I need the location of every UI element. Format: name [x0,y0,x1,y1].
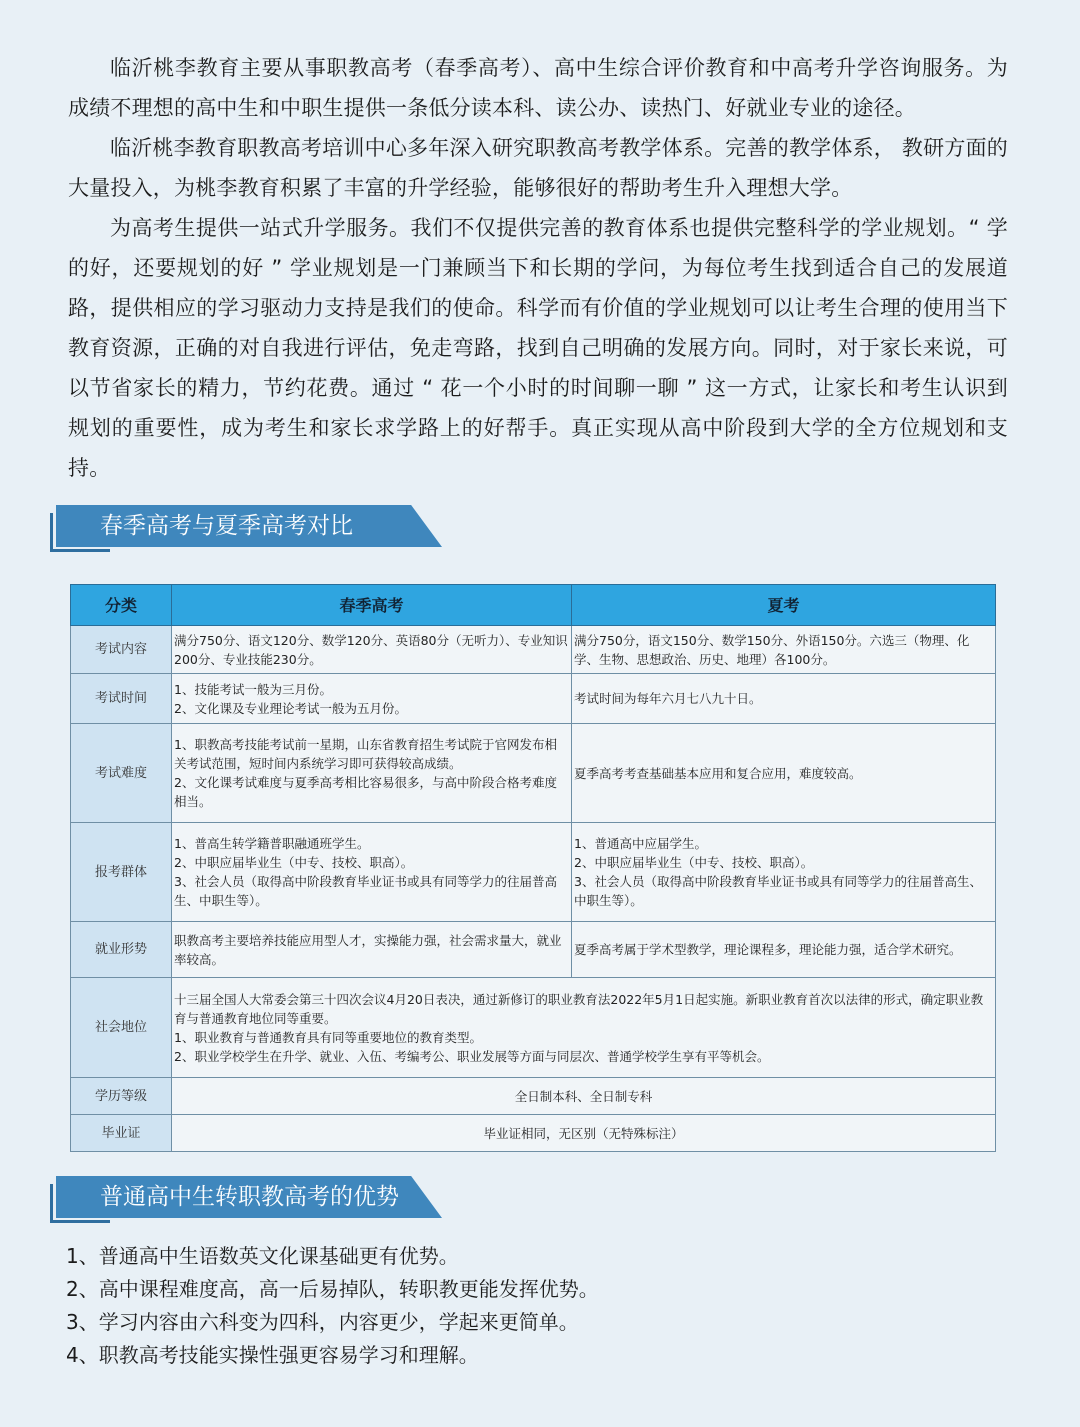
spring-cell: 职教高考主要培养技能应用型人才，实操能力强，社会需求量大，就业率较高。 [172,922,572,978]
cell-line: 2、职业学校学生在升学、就业、入伍、考编考公、职业发展等方面与同层次、普通学校学生享有平等机会。 [174,1048,770,1064]
summer-cell: 夏季高考考查基础基本应用和复合应用，难度较高。 [572,724,996,823]
table-row [71,823,996,922]
banner-accent-underline [50,1220,110,1223]
intro-paragraph-1: 临沂桃李教育主要从事职教高考（春季高考）、高中生综合评价教育和中高考升学咨询服务。为成绩不理想的高中生和中职生提供一条低分读本科、读公办、读热门、好就业专业的途径。 [68,56,1008,120]
cell-line: 1、职业教育与普通教育具有同等重要地位的教育类型。 [174,1029,482,1045]
spring-cell: 满分750分、语文120分、数学120分、英语80分（无听力）、专业知识200分、专业技能230分。 [172,626,572,674]
summer-cell [572,823,996,922]
spring-cell [172,823,572,922]
intro-text [68,48,1008,488]
summer-cell: 考试时间为每年六月七八九十日。 [572,674,996,724]
comparison-table [70,584,996,1152]
banner-accent-underline [50,549,110,552]
row-category: 学历等级 [71,1078,172,1115]
row-category: 就业形势 [71,922,172,978]
cell-line: 1、职教高考技能考试前一星期，山东省教育招生考试院于官网发布相关考试范围，短时间内系统学习即可获得较高成绩。 [174,737,557,771]
summer-cell: 满分750分，语文150分、数学150分、外语150分。六选三（物理、化学、生物、思想政治、历史、地理）各100分。 [572,626,996,674]
cell-line: 1、普通高中应届学生。 [574,836,707,851]
section-banner-comparison [50,505,442,551]
table-row [71,978,996,1078]
intro-paragraph-2: 临沂桃李教育职教高考培训中心多年深入研究职教高考教学体系。完善的教学体系， 教研方面的大量投入，为桃李教育积累了丰富的升学经验，能够很好的帮助考生升入理想大学。 [68,136,1008,200]
degree-cell: 全日制本科、全日制专科 [172,1078,996,1115]
row-category: 毕业证 [71,1115,172,1152]
table-row [71,1078,996,1115]
banner-accent-line [50,1184,53,1222]
row-category: 报考群体 [71,823,172,922]
section-title-advantages: 普通高中生转职教高考的优势 [100,1184,399,1210]
list-item: 3、学习内容由六科变为四科，内容更少，学起来更简单。 [66,1310,579,1334]
spring-cell [172,724,572,823]
row-category: 考试时间 [71,674,172,724]
table-row [71,674,996,724]
list-item: 1、普通高中生语数英文化课基础更有优势。 [66,1244,459,1268]
table-row [71,724,996,823]
table-row [71,626,996,674]
header-summer-exam: 夏考 [572,585,996,626]
cell-line: 2、文化课考试难度与夏季高考相比容易很多，与高中阶段合格考难度相当。 [174,775,557,809]
cell-line: 1、普高生转学籍普职融通班学生。 [174,836,370,851]
list-item: 2、高中课程难度高，高一后易掉队，转职教更能发挥优势。 [66,1277,599,1301]
list-item: 4、职教高考技能实操性强更容易学习和理解。 [66,1343,479,1367]
cell-line: 2、中职应届毕业生（中专、技校、职高）。 [174,855,414,870]
cell-line: 2、文化课及专业理论考试一般为五月份。 [174,700,407,716]
table-row [71,922,996,978]
social-status-cell [172,978,996,1078]
table-header-row [71,585,996,626]
certificate-cell: 毕业证相同，无区别（无特殊标注） [172,1115,996,1152]
header-spring-exam: 春季高考 [172,585,572,626]
header-category: 分类 [71,585,172,626]
banner-accent-line [50,513,53,551]
spring-cell [172,674,572,724]
row-category: 考试难度 [71,724,172,823]
summer-cell: 夏季高考属于学术型教学，理论课程多，理论能力强，适合学术研究。 [572,922,996,978]
cell-line: 3、社会人员（取得高中阶段教育毕业证书或具有同等学力的往届普高生、中职生等）。 [574,874,982,908]
row-category: 考试内容 [71,626,172,674]
cell-line: 十三届全国人大常委会第三十四次会议4月20日表决，通过新修订的职业教育法2022年5月1日起实施。新职业教育首次以法律的形式，确定职业教育与普通教育地位同等重要。 [174,991,984,1026]
row-category: 社会地位 [71,978,172,1078]
cell-line: 1、技能考试一般为三月份。 [174,681,332,697]
section-title-comparison: 春季高考与夏季高考对比 [100,513,353,539]
intro-paragraph-3: 为高考生提供一站式升学服务。我们不仅提供完善的教育体系也提供完整科学的学业规划。“ 学的好，还要规划的好 ” 学业规划是一门兼顾当下和长期的学问，为每位考生找到适合自己的发展道路，提供相应的学习驱动力支持是我们的使命。科学而有价值的学业规划可以让考生合理的使用当下教育资源，正确的对自我进行评估，免走弯路，找到自己明确的发展方向。同时，对于家长来说，可以节省家长的精力，节约花费。通过 “ 花一个小时的时间聊一聊 ” 这一方式，让家长和考生认识到规划的重要性，成为考生和家长求学路上的好帮手。真正实现从高中阶段到大学的全方位规划和支持。 [68,216,1008,480]
advantages-list [66,1240,1006,1372]
cell-line: 3、社会人员（取得高中阶段教育毕业证书或具有同等学力的往届普高生、中职生等）。 [174,874,557,908]
table-row [71,1115,996,1152]
section-banner-advantages [50,1176,442,1222]
cell-line: 2、中职应届毕业生（中专、技校、职高）。 [574,855,814,870]
